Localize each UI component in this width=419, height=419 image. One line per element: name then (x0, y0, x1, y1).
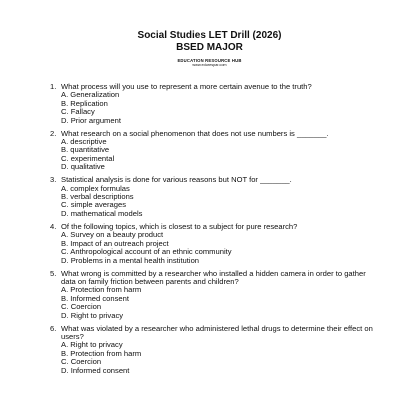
option-b: B. verbal descriptions (61, 192, 134, 202)
option-c: C. Coercion (61, 302, 102, 312)
option-c: C. experimental (61, 153, 115, 163)
question-2 (50, 130, 380, 172)
question-text: What wrong is committed by a researcher who installed a hidden camera in order to gather data on family friction between parents and children? (61, 268, 366, 286)
question-1 (50, 83, 380, 125)
option-a: A. Protection from harm (61, 285, 142, 295)
question-3 (50, 176, 380, 218)
option-c: C. Fallacy (61, 107, 95, 117)
document-title: Social Studies LET Drill (2026) (137, 30, 282, 41)
option-c: C. simple averages (61, 200, 126, 210)
question-number: 2. (50, 128, 57, 138)
question-number: 1. (50, 82, 57, 91)
option-b: B. quantitative (61, 145, 110, 155)
option-c: C. Coercion (61, 357, 102, 367)
question-text: What was violated by a researcher who administered lethal drugs to determine their effect on users? (61, 323, 373, 341)
option-b: B. Replication (61, 98, 108, 108)
publisher-url: www.edurespar.com (192, 63, 227, 67)
option-a: A. Generalization (61, 90, 120, 100)
option-b: B. Impact of an outreach project (61, 238, 169, 248)
question-text: Statistical analysis is done for various reasons but NOT for _______. (61, 175, 292, 185)
question-6 (50, 325, 380, 375)
question-text: Of the following topics, which is closest to a subject for pure research? (61, 221, 298, 231)
option-b: B. Protection from harm (61, 348, 142, 358)
option-d: D. Right to privacy (61, 310, 124, 320)
option-a: A. complex formulas (61, 183, 130, 193)
question-number: 5. (50, 268, 57, 278)
question-list (50, 83, 380, 380)
question-number: 3. (50, 175, 57, 185)
option-d: D. Informed consent (61, 365, 130, 375)
question-5 (50, 270, 380, 320)
document-header (0, 0, 419, 67)
question-text: What research on a social phenomenon that does not use numbers is _______. (61, 128, 329, 138)
question-number: 4. (50, 221, 57, 231)
question-number: 6. (50, 323, 57, 333)
publisher-name: EDUCATION RESOURCE HUB (177, 58, 242, 63)
option-a: A. Survey on a beauty product (61, 230, 164, 240)
question-text: What process will you use to represent a more certain avenue to the truth? (61, 82, 312, 91)
option-d: D. Prior argument (61, 115, 121, 125)
option-a: A. descriptive (61, 137, 107, 147)
option-d: D. mathematical models (61, 208, 143, 218)
document-subtitle: BSED MAJOR (176, 42, 243, 53)
option-d: D. Problems in a mental health institution (61, 255, 200, 265)
question-4 (50, 223, 380, 265)
option-b: B. Informed consent (61, 293, 129, 303)
option-d: D. qualitative (61, 162, 105, 172)
option-c: C. Anthropological account of an ethnic community (61, 247, 232, 257)
option-a: A. Right to privacy (61, 340, 123, 350)
